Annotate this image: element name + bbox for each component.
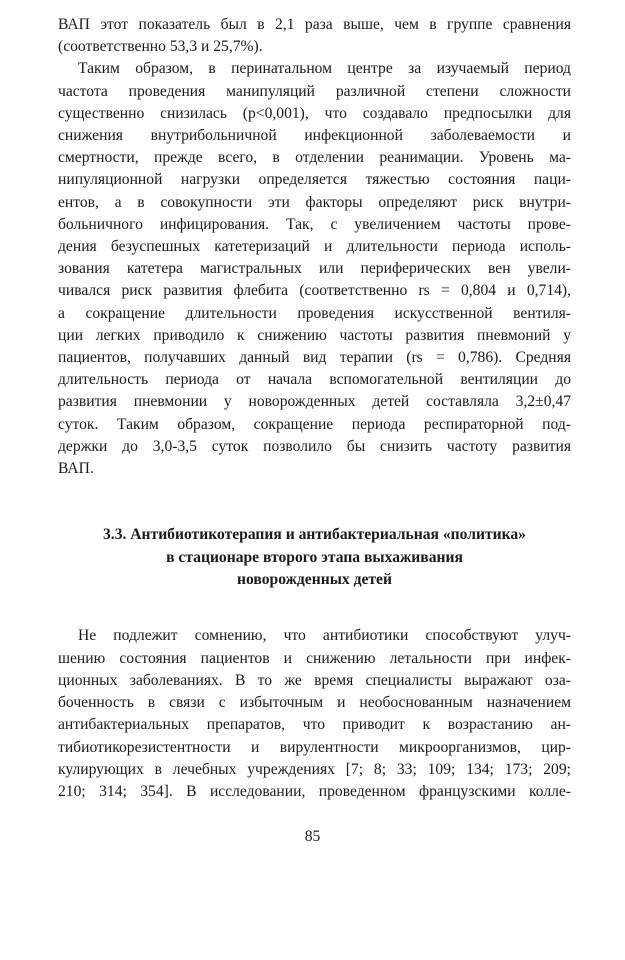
section-heading — [58, 524, 571, 591]
text-line: суток. Таким образом, сокращение периода респираторной под- — [58, 415, 571, 433]
text-line: Не подлежит сомнению, что антибиотики способствуют улуч- — [78, 627, 571, 645]
text-line: длительность периода от начала вспомогательной вентиляции до — [58, 371, 571, 389]
text-line: частота проведения манипуляций различной степени сложности — [58, 82, 571, 100]
paragraph-antibiotics — [58, 625, 571, 803]
text-line: дения безуспешных катетеризаций и длительности периода исполь- — [58, 238, 571, 256]
text-line: шению состояния пациентов и снижению летальности при инфек- — [58, 649, 571, 667]
text-line: (соответственно 53,3 и 25,7%). — [58, 38, 263, 56]
text-line: кулирующих в лечебных учреждениях [7; 8; 33; 109; 134; 173; 209; — [58, 760, 571, 778]
text-line: пациентов, получавших данный вид терапии (rs = 0,786). Средняя — [58, 349, 571, 367]
text-line: развития пневмонии у новорожденных детей составляла 3,2±0,47 — [58, 393, 571, 411]
heading-line: новорожденных детей — [237, 571, 392, 589]
page-number: 85 — [304, 828, 321, 845]
text-line: смертности, прежде всего, в отделении реанимации. Уровень ма- — [58, 149, 571, 167]
text-line: больничного инфицирования. Так, с увеличением частоты прове- — [58, 215, 571, 233]
heading-line: 3.3. Антибиотикотерапия и антибактериальная «политика» — [103, 526, 526, 544]
text-line: тибиотикорезистентности и вирулентности микроорганизмов, цир- — [58, 738, 571, 756]
text-line: чивался риск развития флебита (соответственно rs = 0,804 и 0,714), — [58, 282, 571, 300]
text-line: ентов, а в совокупности эти факторы определяют риск внутри- — [58, 193, 571, 211]
paragraph-intro — [58, 14, 571, 58]
text-line: 210; 314; 354]. В исследовании, проведенном французскими колле- — [58, 782, 571, 800]
text-line: ВАП. — [58, 460, 94, 478]
text-line: нипуляционной нагрузки определяется тяжестью состояния паци- — [58, 171, 571, 189]
text-line: зования катетера магистральных или периферических вен увели- — [58, 260, 571, 278]
paragraph-summary — [58, 58, 571, 480]
text-line: существенно снизилась (p<0,001), что создавало предпосылки для — [58, 104, 571, 122]
text-line: а сокращение длительности проведения искусственной вентиля- — [58, 304, 571, 322]
text-line: ционных заболеваниях. В то же время специалисты выражают оза- — [58, 671, 571, 689]
text-line: держки до 3,0-3,5 суток позволило бы снизить частоту развития — [58, 437, 571, 455]
text-line: антибактериальных препаратов, что приводит к возрастанию ан- — [58, 716, 571, 734]
text-line: боченность в связи с избыточным и необоснованным назначением — [58, 694, 571, 712]
text-line: ции легких приводило к снижению частоты развития пневмоний у — [58, 326, 571, 344]
text-line: Таким образом, в перинатальном центре за изучаемый период — [78, 60, 571, 78]
text-line: ВАП этот показатель был в 2,1 раза выше, чем в группе сравнения — [58, 16, 571, 33]
text-line: снижения внутрибольничной инфекционной заболеваемости и — [58, 127, 571, 145]
heading-line: в стационаре второго этапа выхаживания — [166, 548, 463, 566]
